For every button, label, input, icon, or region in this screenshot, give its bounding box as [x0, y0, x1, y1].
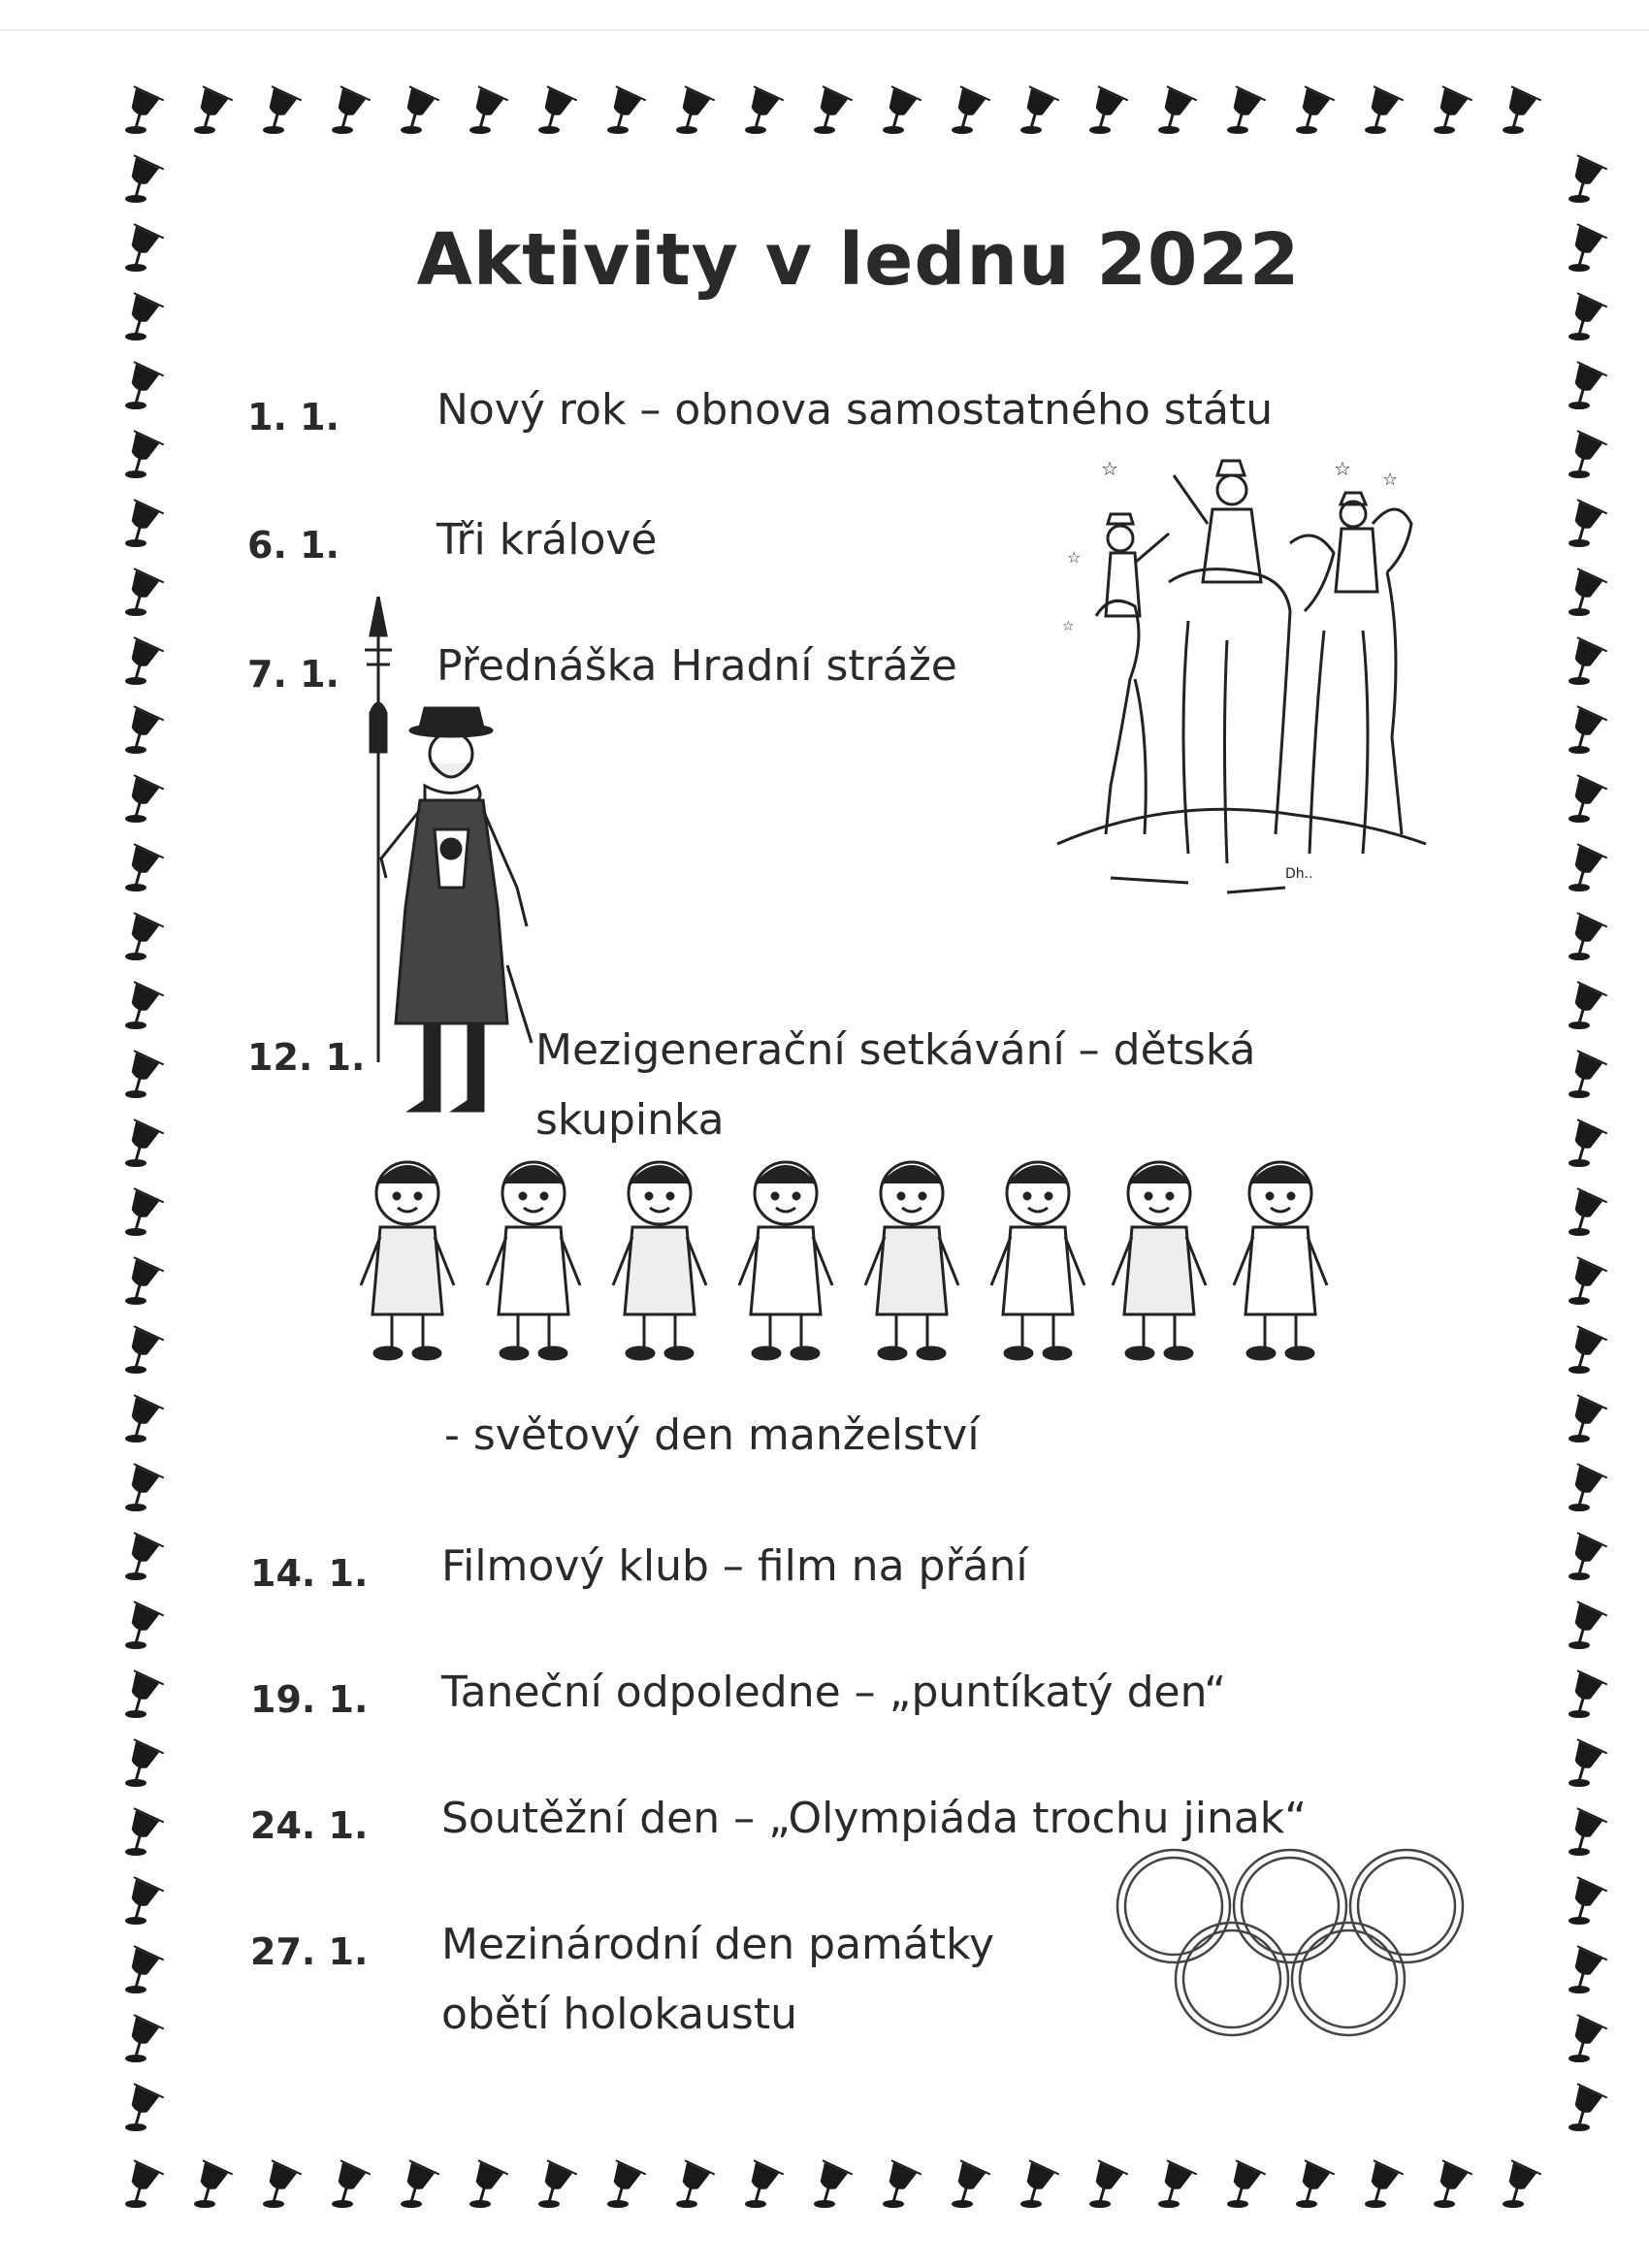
goblet-icon	[321, 2159, 372, 2210]
goblet-icon	[459, 2159, 509, 2210]
goblet-icon	[1558, 1807, 1608, 1858]
goblet-icon	[872, 85, 922, 136]
svg-text:☆: ☆	[1067, 548, 1082, 567]
event-text: Nový rok – obnova samostatného státu	[436, 385, 1274, 435]
goblet-icon	[1354, 2159, 1405, 2210]
goblet-icon	[114, 2083, 165, 2133]
goblet-icon	[114, 567, 165, 618]
event-text-continued: obětí holokaustu	[441, 1990, 797, 2039]
page-edge	[0, 29, 1649, 31]
event-text-continued: skupinka	[535, 1095, 725, 1145]
goblet-icon	[114, 361, 165, 411]
goblet-icon	[1558, 1738, 1608, 1789]
goblet-icon	[528, 85, 578, 136]
goblet-icon	[1079, 2159, 1129, 2210]
svg-text:Dh..: Dh..	[1285, 866, 1313, 882]
olympic-rings-illustration	[1106, 1843, 1474, 2057]
event-text: - světový den manželství	[444, 1410, 980, 1460]
goblet-icon	[252, 85, 303, 136]
goblet-icon	[734, 2159, 785, 2210]
goblet-icon	[114, 1601, 165, 1651]
event-date: 24. 1.	[250, 1804, 369, 1847]
goblet-icon	[1558, 1669, 1608, 1720]
goblet-icon	[1558, 499, 1608, 549]
goblet-icon	[1558, 361, 1608, 411]
goblet-icon	[941, 2159, 991, 2210]
goblet-icon	[1423, 85, 1473, 136]
goblet-icon	[1354, 85, 1405, 136]
goblet-icon	[114, 981, 165, 1031]
event-text: Přednáška Hradní stráže	[436, 641, 957, 691]
goblet-icon	[1558, 1325, 1608, 1376]
goblet-icon	[1216, 85, 1267, 136]
goblet-icon	[941, 85, 991, 136]
goblet-icon	[114, 154, 165, 205]
goblet-icon	[1558, 1118, 1608, 1169]
svg-text:☆: ☆	[1101, 457, 1118, 480]
goblet-icon	[114, 1669, 165, 1720]
goblet-icon	[803, 2159, 854, 2210]
guard-illustration	[357, 597, 546, 1116]
goblet-icon	[114, 1738, 165, 1789]
goblet-icon	[114, 705, 165, 756]
event-date: 1. 1.	[247, 396, 340, 438]
event-text: Tři králové	[436, 515, 658, 565]
page-title: Aktivity v lednu 2022	[416, 218, 1301, 302]
goblet-icon	[1558, 430, 1608, 480]
goblet-icon	[1558, 981, 1608, 1031]
event-date: 14. 1.	[250, 1552, 369, 1595]
goblet-icon	[114, 636, 165, 687]
goblet-icon	[114, 1187, 165, 1238]
goblet-icon	[114, 1532, 165, 1582]
goblet-icon	[321, 85, 372, 136]
goblet-icon	[1558, 1187, 1608, 1238]
goblet-icon	[1558, 1876, 1608, 1927]
goblet-icon	[528, 2159, 578, 2210]
goblet-icon	[114, 1463, 165, 1513]
event-text: Mezigenerační setkávání – dětská	[535, 1025, 1256, 1075]
children-illustration	[315, 1150, 1334, 1368]
goblet-icon	[1148, 85, 1198, 136]
goblet-icon	[1285, 85, 1336, 136]
svg-text:☆: ☆	[1062, 619, 1075, 634]
event-text: Mezinárodní den památky	[441, 1920, 995, 1969]
goblet-icon	[872, 2159, 922, 2210]
goblet-icon	[390, 2159, 440, 2210]
goblet-icon	[1148, 2159, 1198, 2210]
goblet-icon	[803, 85, 854, 136]
goblet-icon	[1558, 2083, 1608, 2133]
goblet-icon	[459, 85, 509, 136]
goblet-icon	[114, 1876, 165, 1927]
goblet-icon	[1558, 2014, 1608, 2064]
goblet-icon	[183, 85, 234, 136]
goblet-icon	[1558, 636, 1608, 687]
svg-text:☆: ☆	[1382, 470, 1399, 490]
child-figure	[487, 1162, 580, 1359]
goblet-icon	[114, 1050, 165, 1100]
child-figure	[991, 1162, 1084, 1359]
child-figure	[1234, 1162, 1327, 1359]
goblet-icon	[1558, 1463, 1608, 1513]
goblet-icon	[597, 2159, 647, 2210]
goblet-icon	[1558, 774, 1608, 825]
event-text: Filmový klub – film na přání	[441, 1541, 1028, 1591]
goblet-icon	[183, 2159, 234, 2210]
goblet-icon	[1558, 1394, 1608, 1444]
goblet-icon	[665, 2159, 716, 2210]
goblet-icon	[1558, 1256, 1608, 1307]
goblet-icon	[1492, 85, 1542, 136]
goblet-icon	[114, 1256, 165, 1307]
goblet-icon	[1010, 85, 1060, 136]
goblet-icon	[114, 1394, 165, 1444]
event-text: Soutěžní den – „Olympiáda trochu jinak“	[441, 1794, 1308, 1843]
goblet-icon	[114, 912, 165, 962]
goblet-icon	[114, 843, 165, 893]
three-kings-illustration	[1052, 446, 1431, 902]
goblet-icon	[252, 2159, 303, 2210]
goblet-icon	[114, 85, 165, 136]
event-date: 19. 1.	[250, 1678, 369, 1721]
event-date: 27. 1.	[250, 1930, 369, 1973]
goblet-icon	[1558, 843, 1608, 893]
goblet-icon	[114, 1807, 165, 1858]
goblet-icon	[1079, 85, 1129, 136]
goblet-icon	[665, 85, 716, 136]
goblet-icon	[1492, 2159, 1542, 2210]
goblet-icon	[114, 430, 165, 480]
event-date: 6. 1.	[247, 524, 340, 567]
goblet-icon	[1558, 1050, 1608, 1100]
goblet-icon	[114, 774, 165, 825]
goblet-icon	[1285, 2159, 1336, 2210]
goblet-icon	[1558, 1945, 1608, 1995]
goblet-icon	[1558, 1601, 1608, 1651]
goblet-icon	[114, 1118, 165, 1169]
goblet-icon	[1010, 2159, 1060, 2210]
event-date: 12. 1.	[247, 1036, 366, 1079]
goblet-icon	[1558, 1532, 1608, 1582]
goblet-icon	[390, 85, 440, 136]
goblet-icon	[114, 2014, 165, 2064]
goblet-icon	[1558, 154, 1608, 205]
child-figure	[613, 1162, 706, 1359]
goblet-icon	[114, 2159, 165, 2210]
child-figure	[361, 1162, 454, 1359]
goblet-icon	[734, 85, 785, 136]
goblet-icon	[114, 499, 165, 549]
goblet-icon	[1558, 705, 1608, 756]
child-figure	[1113, 1162, 1206, 1359]
goblet-icon	[1216, 2159, 1267, 2210]
event-date: 7. 1.	[247, 653, 340, 696]
svg-text:☆: ☆	[1334, 457, 1351, 480]
goblet-icon	[1423, 2159, 1473, 2210]
goblet-icon	[1558, 912, 1608, 962]
goblet-icon	[597, 85, 647, 136]
event-text: Taneční odpoledne – „puntíkatý den“	[441, 1668, 1227, 1717]
child-figure	[739, 1162, 832, 1359]
goblet-icon	[114, 1325, 165, 1376]
goblet-icon	[1558, 567, 1608, 618]
goblet-icon	[114, 1945, 165, 1995]
child-figure	[865, 1162, 958, 1359]
